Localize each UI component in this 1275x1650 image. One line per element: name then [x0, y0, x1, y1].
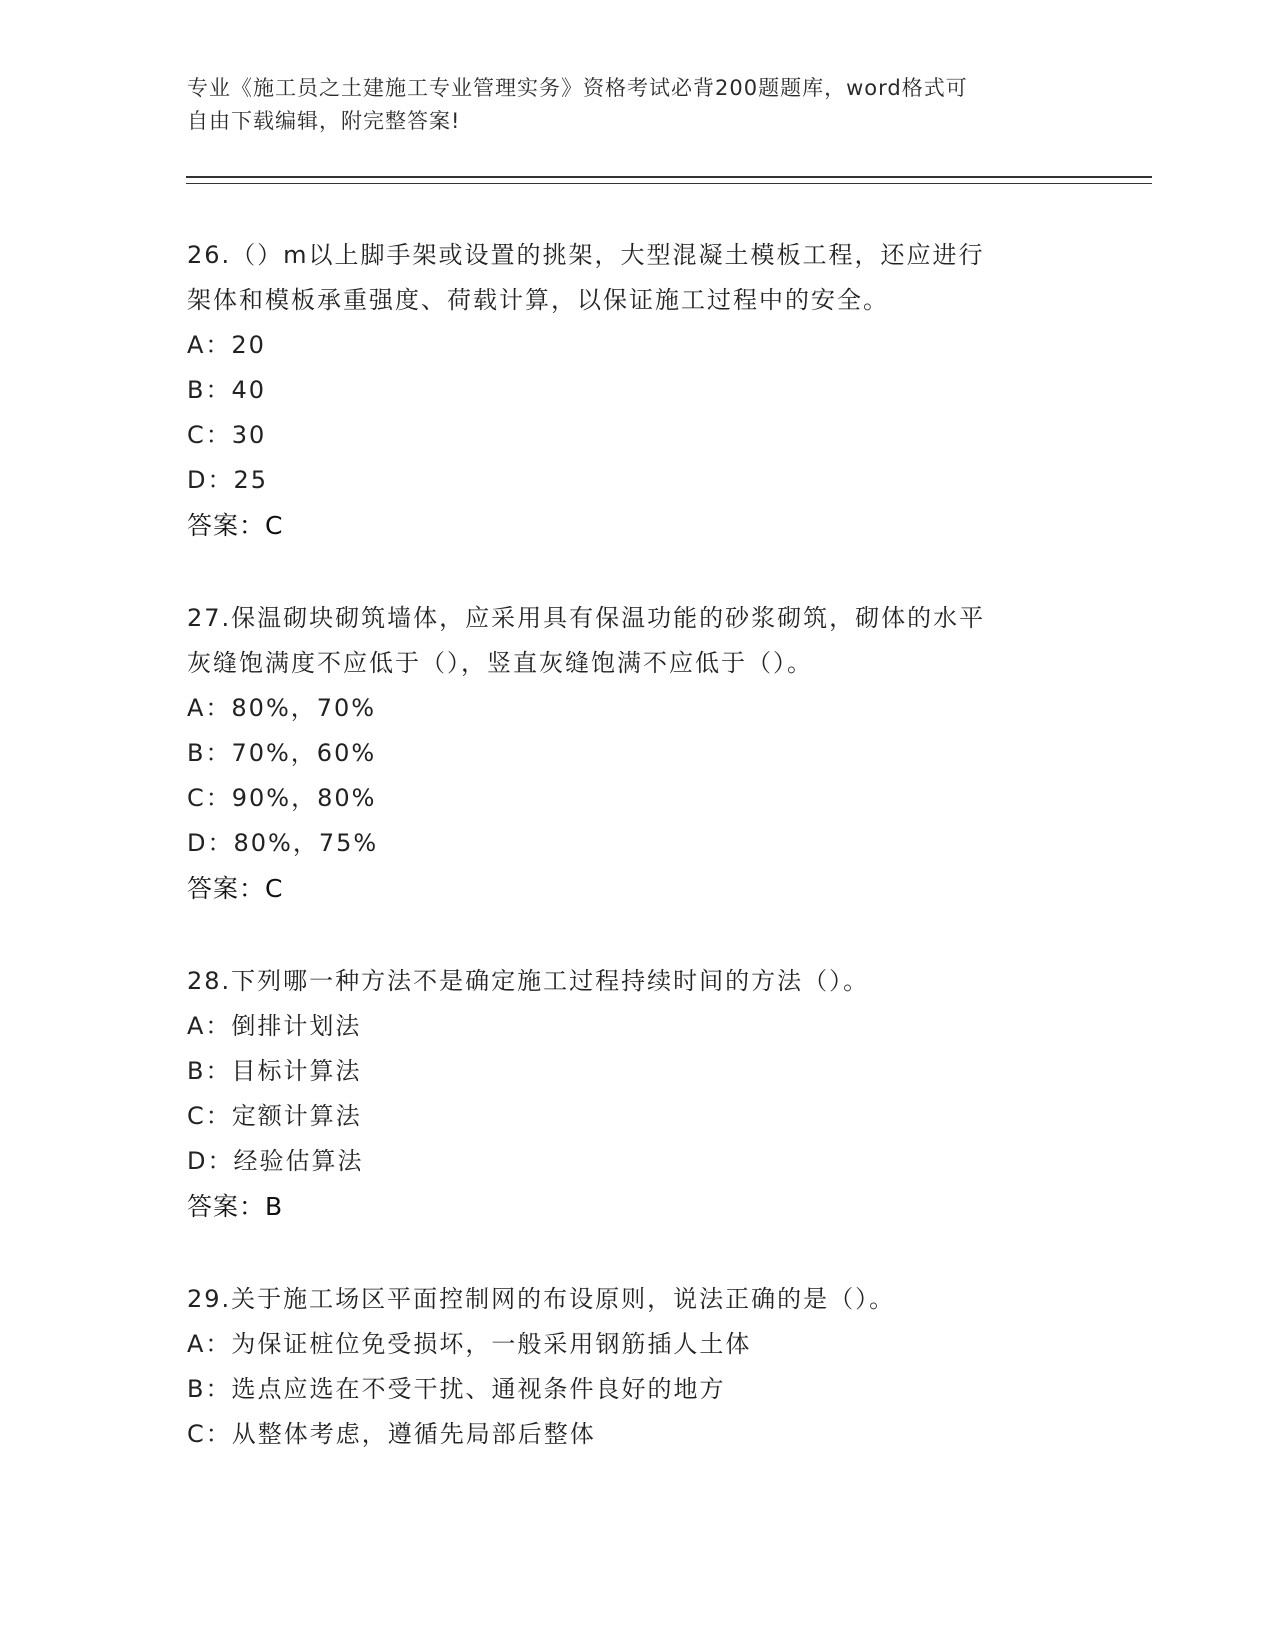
header-line-2: 自由下载编辑，附完整答案!	[187, 109, 461, 133]
option-c: C：90%，80%	[187, 784, 377, 812]
option-b: B：70%，60%	[187, 739, 377, 767]
option-a: A：20	[187, 331, 266, 359]
question-stem-line: 26.（）m以上脚手架或设置的挑架，大型混凝土模板工程，还应进行	[187, 241, 985, 269]
option-a: A：80%，70%	[187, 694, 377, 722]
option-b: B：目标计算法	[187, 1057, 362, 1085]
question-29	[187, 1277, 1087, 1457]
option-d: D：25	[187, 466, 269, 494]
option-c: C：定额计算法	[187, 1102, 362, 1130]
question-28	[187, 959, 1087, 1229]
option-d: D：80%，75%	[187, 829, 379, 857]
answer-line: 答案：C	[187, 511, 284, 540]
document-header	[187, 72, 1067, 138]
option-c: C：30	[187, 421, 267, 449]
question-26	[187, 233, 1087, 548]
question-stem-line: 架体和模板承重强度、荷载计算，以保证施工过程中的安全。	[187, 286, 889, 314]
answer-line: 答案：B	[187, 1192, 284, 1221]
option-c: C：从整体考虑，遵循先局部后整体	[187, 1420, 596, 1448]
answer-line: 答案：C	[187, 874, 284, 903]
question-stem-line: 27.保温砌块砌筑墙体，应采用具有保温功能的砂浆砌筑，砌体的水平	[187, 604, 986, 632]
header-divider	[186, 176, 1152, 184]
option-a: A：为保证桩位免受损坏，一般采用钢筋插人土体	[187, 1330, 752, 1358]
option-a: A：倒排计划法	[187, 1012, 362, 1040]
option-d: D：经验估算法	[187, 1147, 364, 1175]
option-b: B：40	[187, 376, 267, 404]
option-b: B：选点应选在不受干扰、通视条件良好的地方	[187, 1375, 726, 1403]
question-stem-line: 28.下列哪一种方法不是确定施工过程持续时间的方法（）。	[187, 967, 870, 995]
header-line-1: 专业《施工员之土建施工专业管理实务》资格考试必背200题题库，word格式可	[187, 76, 968, 100]
question-27	[187, 596, 1087, 911]
question-stem-line: 灰缝饱满度不应低于（），竖直灰缝饱满不应低于（）。	[187, 649, 813, 677]
question-stem-line: 29.关于施工场区平面控制网的布设原则，说法正确的是（）。	[187, 1285, 896, 1313]
